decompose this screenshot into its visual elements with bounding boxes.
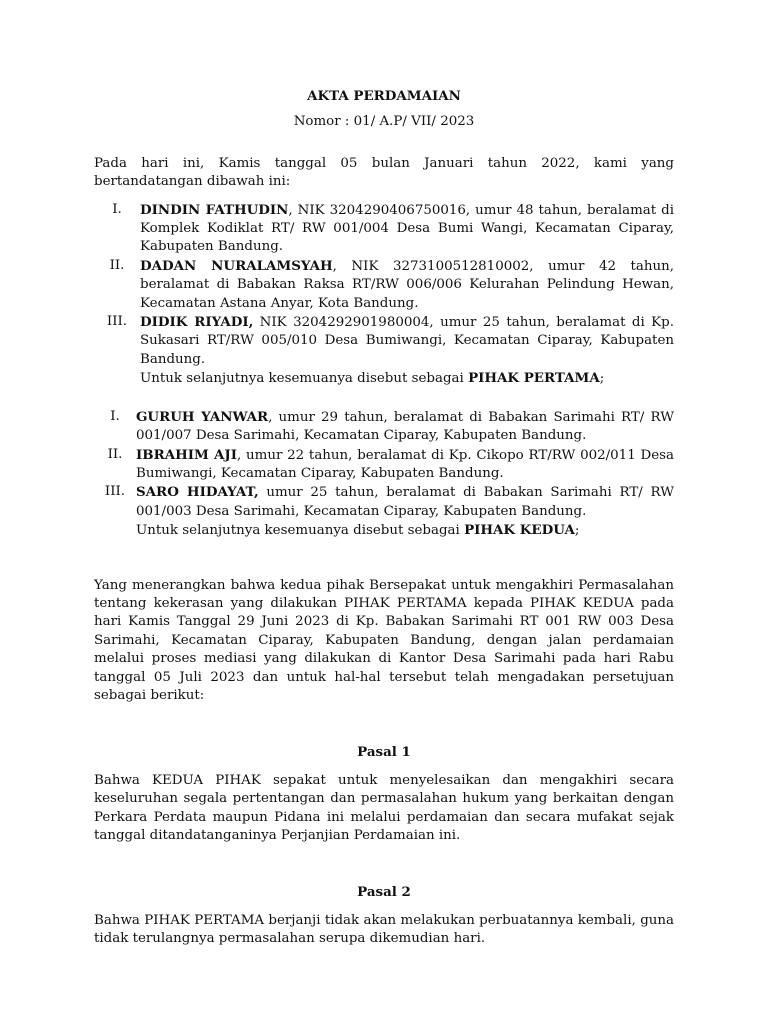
party-detail: , NIK 3204290406750016, umur 48 tahun, beralamat di Komplek Kodiklat RT/ RW 001/004 Desa Bumi Wangi, Kecamatan Ciparay, Kabupaten Bandung. — [140, 202, 674, 255]
list-item — [94, 446, 674, 484]
party-detail: , umur 29 tahun, beralamat di Babakan Sarimahi RT/ RW 001/007 Desa Sarimahi, Kecamatan Ciparay, Kabupaten Bandung. — [136, 409, 674, 444]
party-detail: , umur 22 tahun, beralamat di Kp. Cikopo RT/RW 002/011 Desa Bumiwangi, Kecamatan Ciparay, Kabupaten Bandung. — [136, 447, 674, 481]
list-number: I. — [112, 201, 122, 217]
pihak-pertama-note: Untuk selanjutnya kesemuanya disebut sebagai PIHAK PERTAMA; — [140, 370, 605, 387]
pihak-kedua-label: PIHAK KEDUA — [464, 522, 575, 539]
list-item — [94, 408, 674, 446]
party-name: DADAN NURALAMSYAH — [140, 257, 333, 274]
list-number: II. — [109, 257, 125, 273]
pihak-kedua-list — [94, 408, 674, 541]
list-item — [94, 257, 674, 313]
intro-paragraph: Pada hari ini, Kamis tanggal 05 bulan Januari tahun 2022, kami yang bertandatangan dibawah ini: — [94, 155, 674, 190]
document-number: Nomor : 01/ A.P/ VII/ 2023 — [293, 114, 475, 130]
party-detail: NIK 3204292901980004, umur 25 tahun, beralamat di Kp. Sukasari RT/RW 005/010 Desa Bumiwangi, Kecamatan Ciparay, Kabupaten Bandung. — [140, 315, 675, 367]
list-number: II. — [107, 446, 123, 462]
pasal-1-text: Bahwa KEDUA PIHAK sepakat untuk menyelesaikan dan mengakhiri secara keseluruhan segala pertentangan dan permasalahan hukum yang berkaitan dengan Perkara Perdata maupun Pidana ini melalui perdamaian dan secara mufakat sejak tanggal ditandatanganinya Perjanjian Perdamaian ini. — [94, 772, 674, 843]
list-number: III. — [106, 314, 128, 330]
document-title: AKTA PERDAMAIAN — [307, 88, 461, 104]
pihak-pertama-label: PIHAK PERTAMA — [468, 370, 600, 387]
list-item — [94, 483, 674, 521]
pasal-2-text: Bahwa PIHAK PERTAMA berjanji tidak akan melakukan perbuatannya kembali, guna tidak terulangnya permasalahan serupa dikemudian hari. — [94, 912, 674, 947]
party-name: GURUH YANWAR — [136, 408, 269, 425]
party-name: SARO HIDAYAT, — [136, 484, 259, 501]
document-content — [94, 87, 674, 949]
statement-paragraph: Yang menerangkan bahwa kedua pihak Bersepakat untuk mengakhiri Permasalahan tentang kekerasan yang dilakukan PIHAK PERTAMA kepada PIHAK KEDUA pada hari Kamis Tanggal 29 Juni 2023 di Kp. Babakan Sarimahi RT 001 RW 003 Desa Sarimahi, Kecamatan Ciparay, Kabupaten Bandung, dengan jalan perdamaian melalui proses mediasi yang dilakukan di Kantor Desa Sarimahi pada hari Rabu tanggal 05 Juli 2023 dan untuk hal-hal tersebut telah mengadakan persetujuan sebagai berikut: — [94, 577, 674, 703]
party-name: IBRAHIM AJI — [136, 446, 237, 463]
list-item — [94, 201, 674, 257]
pasal-2-title: Pasal 2 — [357, 884, 411, 901]
pihak-pertama-list — [94, 201, 674, 389]
party-name: DIDIK RIYADI, — [140, 314, 254, 331]
list-item — [94, 313, 674, 369]
pasal-1-title: Pasal 1 — [357, 744, 411, 761]
party-name: DINDIN FATHUDIN — [140, 201, 289, 218]
party-detail: , NIK 3273100512810002, umur 42 tahun, beralamat di Babakan Raksa RT/RW 006/006 Kelurahan Pelindung Hewan, Kecamatan Astana Anyar, Kota Bandung. — [140, 258, 674, 311]
party-detail: umur 25 tahun, beralamat di Babakan Sarimahi RT/ RW 001/003 Desa Sarimahi, Kecamatan Ciparay, Kabupaten Bandung. — [136, 485, 674, 519]
list-number: I. — [110, 408, 120, 424]
list-number: III. — [104, 484, 126, 500]
pihak-kedua-note: Untuk selanjutnya kesemuanya disebut sebagai PIHAK KEDUA; — [136, 522, 580, 539]
